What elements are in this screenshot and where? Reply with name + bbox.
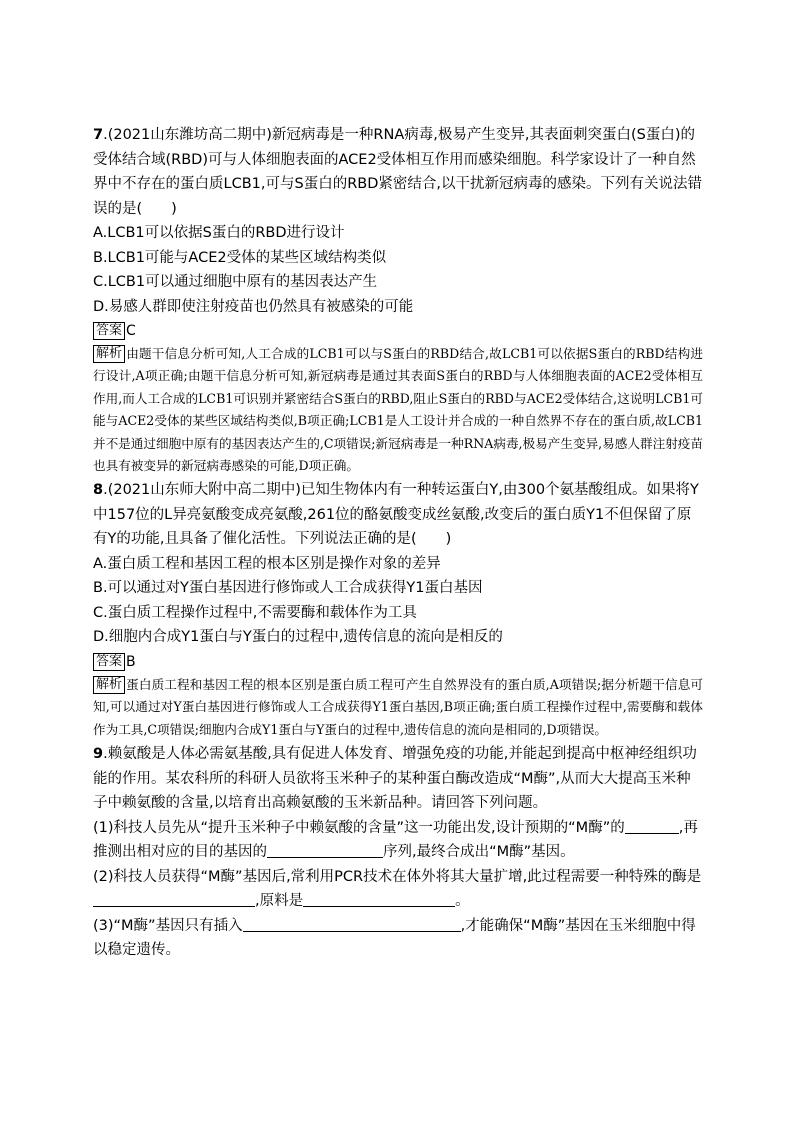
question-7-option-d: D.易感人群即使注射疫苗也仍然具有被感染的可能 bbox=[93, 298, 414, 315]
question-8-option-b: B.可以通过对Y蛋白基因进行修饰或人工合成获得Y1蛋白基因 bbox=[93, 580, 483, 597]
question-7-option-a: A.LCB1可以依据S蛋白的RBD进行设计 bbox=[93, 225, 345, 241]
part-2-text-b: ,原料是 bbox=[255, 893, 304, 910]
question-7-explanation bbox=[93, 343, 703, 477]
question-9-part-2 bbox=[93, 865, 703, 914]
part-1-text-a: (1)科技人员先从“提升玉米种子中赖氨酸的含量”这一功能出发,设计预期的“M酶”的 bbox=[93, 819, 625, 836]
question-9-part-3 bbox=[93, 914, 703, 963]
question-7-answer-value: C bbox=[126, 323, 136, 339]
question-8-option-c: C.蛋白质工程操作过程中,不需要酶和载体作为工具 bbox=[93, 604, 417, 621]
fill-blank-4[interactable] bbox=[303, 892, 455, 907]
fill-blank-2[interactable] bbox=[267, 843, 383, 858]
part-3-text-a: (3)“M酶”基因只有插入 bbox=[93, 917, 243, 934]
question-9-part-1 bbox=[93, 816, 703, 865]
question-7-number: 7 bbox=[93, 127, 104, 143]
fill-blank-5[interactable] bbox=[243, 917, 461, 932]
part-1-text-b: ,再推测出相对应的目的基因的 bbox=[93, 819, 698, 861]
question-7-option-c: C.LCB1可以通过细胞中原有的基因表达产生 bbox=[93, 274, 378, 290]
answer-tag: 答案 bbox=[93, 322, 125, 340]
question-8 bbox=[93, 478, 703, 741]
question-7-explanation-text: 由题干信息分析可知,人工合成的LCB1可以与S蛋白的RBD结合,故LCB1可以依据S蛋白的RBD结构进行设计,A项正确;由题干信息分析可知,新冠病毒是通过其表面S蛋白的RBD与人体细胞表面的ACE2受体相互作用,而人工合成的LCB1可识别并紧密结合S蛋白的RBD,阻止S蛋白的RBD与ACE2受体结合,这说明LCB1可能与ACE2受体的某些区域结构类似,B项正确;LCB1是人工设计并合成的一种自然界不存在的蛋白质,故LCB1并不是通过细胞中原有的基因表达产生的,C项错误;新冠病毒是一种RNA病毒,极易产生变异,易感人群注射疫苗也具有被变异的新冠病毒感染的可能,D项正确。 bbox=[93, 346, 703, 474]
question-9-text: .赖氨酸是人体必需氨基酸,具有促进人体发育、增强免疫的功能,并能起到提高中枢神经组织功能的作用。某农科所的科研人员欲将玉米种子的某种蛋白酶改造成“M酶”,从而大大提高玉米种子中赖氨酸的含量,以培育出高赖氨酸的玉米新品种。请回答下列问题。 bbox=[93, 746, 697, 812]
part-2-text-c: 。 bbox=[455, 893, 470, 910]
question-7 bbox=[93, 123, 703, 477]
fill-blank-1[interactable] bbox=[625, 819, 679, 834]
part-1-text-c: 序列,最终合成出“M酶”基因。 bbox=[383, 844, 575, 861]
question-8-answer-value: B bbox=[126, 653, 136, 670]
question-8-explanation-text: 蛋白质工程和基因工程的根本区别是蛋白质工程可产生自然界没有的蛋白质,A项错误;据分析题干信息可知,可以通过对Y蛋白基因进行修饰或人工合成获得Y1蛋白基因,B项正确;蛋白质工程操作过程中,需要酶和载体作为工具,C项错误;细胞内合成Y1蛋白与Y蛋白的过程中,遗传信息的流向是相同的,D项错误。 bbox=[93, 676, 703, 737]
question-7-text: .(2021山东潍坊高二期中)新冠病毒是一种RNA病毒,极易产生变异,其表面刺突蛋白(S蛋白)的受体结合域(RBD)可与人体细胞表面的ACE2受体相互作用而感染细胞。科学家设计了一种自然界中不存在的蛋白质LCB1,可与S蛋白的RBD紧密结合,以干扰新冠病毒的感染。下列有关说法错误的是( ) bbox=[93, 127, 702, 217]
answer-tag: 答案 bbox=[93, 653, 125, 671]
question-9-number: 9 bbox=[93, 746, 104, 763]
question-9-stem bbox=[93, 742, 703, 816]
question-8-explanation bbox=[93, 674, 703, 741]
question-7-option-b: B.LCB1可能与ACE2受体的某些区域结构类似 bbox=[93, 249, 387, 266]
question-7-answer bbox=[93, 319, 703, 343]
question-7-stem bbox=[93, 123, 703, 221]
question-8-answer bbox=[93, 650, 703, 674]
part-3-text-b: ,才能确保“M酶”基因在玉米细胞中得以稳定遗传。 bbox=[93, 917, 696, 959]
part-2-text-a: (2)科技人员获得“M酶”基因后,常利用PCR技术在体外将其大量扩增,此过程需要一种特殊的酶是 bbox=[93, 868, 702, 885]
explanation-tag: 解析 bbox=[93, 676, 125, 694]
explanation-tag: 解析 bbox=[93, 345, 125, 363]
question-8-option-a: A.蛋白质工程和基因工程的根本区别是操作对象的差异 bbox=[93, 555, 441, 572]
fill-blank-3[interactable] bbox=[93, 892, 255, 907]
question-8-number: 8 bbox=[93, 482, 104, 499]
question-8-option-d: D.细胞内合成Y1蛋白与Y蛋白的过程中,遗传信息的流向是相反的 bbox=[93, 629, 503, 646]
question-9 bbox=[93, 742, 703, 963]
question-8-text: .(2021山东师大附中高二期中)已知生物体内有一种转运蛋白Y,由300个氨基酸组成。如果将Y中157位的L异亮氨酸变成亮氨酸,261位的酪氨酸变成丝氨酸,改变后的蛋白质Y1不但保留了原有Y的功能,且具备了催化活性。下列说法正确的是( ) bbox=[93, 482, 699, 548]
question-8-stem bbox=[93, 478, 703, 552]
content bbox=[93, 123, 703, 963]
